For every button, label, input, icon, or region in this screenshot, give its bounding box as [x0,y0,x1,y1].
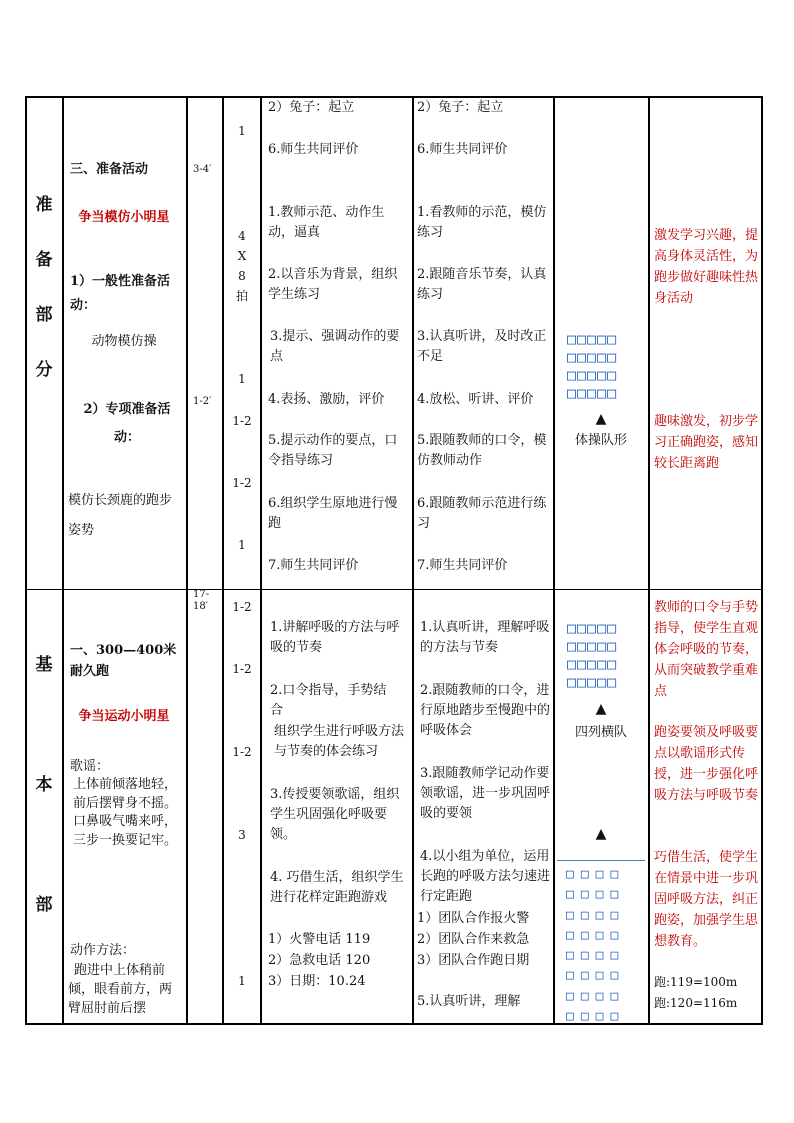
prep-student-item: 7.师生共同评价 [417,558,508,573]
column-divider [260,96,262,1024]
basic-formation-grid: □□□□□ □□□□□ □□□□□ □□□□□ [567,619,618,691]
prep-special-heading: 2）专项准备活动： [83,402,171,445]
basic-student-item: 2）团队合作来救急 [417,932,530,947]
basic-student-item: 1.认真听讲，理解呼吸的方法与节奏 [420,620,550,655]
prep-formation-marker: ▲ [595,411,607,427]
prep-teacher-item: 2.以音乐为背景，组织学生练习 [268,267,398,302]
basic-count-4: 3 [238,828,246,842]
prep-teacher-item: 3.提示、强调动作的要点 [270,329,400,364]
basic-student-item: 2.跟随教师的口令，进行原地踏步至慢跑中的呼吸体会 [420,683,551,738]
prep-teacher-item: 7.师生共同评价 [268,558,359,573]
basic-count-1: 1-2 [232,600,252,614]
column-divider [412,96,414,1024]
prep-intent-1: 激发学习兴趣，提高身体灵活性，为跑步做好趣味性热身活动 [654,228,759,306]
prep-intent-2: 趣味激发，初步学习正确跑姿，感知较长距离跑 [654,414,759,471]
prep-teacher-item: 5.提示动作的要点，口令指导练习 [268,433,398,468]
basic-title: 一、300—400米耐久跑 [70,643,177,679]
prep-teacher-item: 1.教师示范、动作生动，逼真 [268,205,385,240]
prep-student-item: 2.跟随音乐节奏，认真练习 [417,267,547,302]
prep-count-4: 1-2 [232,414,252,428]
basic-formation-grid-2: □□□□ □□□□ □□□□ □□□□ □□□□ □□□□ □□□□ □□□□ [566,867,626,1025]
basic-teacher-item: 2）急救电话 120 [268,953,371,968]
prep-student-item: 4.放松、听讲、评价 [417,392,534,407]
basic-student-item: 4.以小组为单位，运用长跑的呼吸方法匀速进行定距跑 [420,849,551,904]
basic-teacher-item: 组织学生进行呼吸方法与节奏的体会练习 [274,724,405,759]
prep-student-item: 2）兔子：起立 [417,100,504,115]
basic-student-item: 3.跟随教师学记动作要领歌谣，进一步巩固呼吸的要领 [420,766,551,821]
prep-count-6: 1 [238,538,246,552]
basic-formation-marker-2: ▲ [595,826,607,842]
basic-student-item: 5.认真听讲，理解 [417,994,521,1009]
prep-time-2: 1-2′ [193,396,212,407]
prep-student-item: 1.看教师的示范，模仿练习 [417,205,547,240]
column-divider [648,96,650,1024]
basic-intent-distance-2: 跑:120=116m [654,996,738,1010]
prep-teacher-item: 4.表扬、激励，评价 [268,392,385,407]
basic-student-item: 3）团队合作跑日期 [417,953,530,968]
basic-count-2: 1-2 [232,662,252,676]
table-right-border [761,96,763,1024]
basic-intent-3: 巧借生活，使学生在情景中进一步巩固呼吸方法，纠正跑姿，加强学生思想教育。 [654,850,759,949]
basic-teacher-item: 2.口令指导，手势结合 [270,683,387,718]
basic-teacher-item: 1）火警电话 119 [268,932,371,947]
basic-formation-marker: ▲ [595,701,607,717]
prep-title: 三、准备活动 [70,162,149,177]
basic-song: 上体前倾落地轻，前后摆臂身不摇。 口鼻吸气嘴来呼， 三步一换要记牢。 [72,777,177,848]
prep-general-item: 动物模仿操 [91,334,157,349]
prep-count-1: 1 [238,124,246,138]
basic-teacher-item: 1.讲解呼吸的方法与呼吸的节奏 [270,620,400,655]
prep-count-2: 4 X 8 拍 [235,229,248,303]
table-left-border [25,96,27,1024]
table-bottom-border [25,1023,763,1025]
column-divider [186,96,188,1024]
basic-intent-distance-1: 跑:119=100m [654,975,738,989]
prep-special-item: 模仿长颈鹿的跑步姿势 [68,493,173,538]
section-divider [25,589,763,590]
prep-formation-grid: □□□□□ □□□□□ □□□□□ □□□□□ [567,330,618,402]
prep-count-3: 1 [238,372,246,386]
prep-teacher-item: 6.组织学生原地进行慢跑 [268,496,398,531]
basic-count-3: 1-2 [232,745,252,759]
prep-count-5: 1-2 [232,476,252,490]
prep-student-item: 3.认真听讲，及时改正不足 [417,329,547,364]
basic-slogan: 争当运动小明星 [78,709,170,724]
basic-time: 17-18′ [193,589,210,612]
prep-general-heading: 1）一般性准备活动： [70,274,171,313]
prep-student-item: 5.跟随教师的口令，模仿教师动作 [417,433,547,468]
prep-student-item: 6.跟随教师示范进行练习 [417,496,547,531]
basic-method: 跑进中上体稍前倾，眼看前方，两臂屈肘前后摆 [68,963,173,1016]
basic-intent-2: 跑姿要领及呼吸要点以歌谣形式传授，进一步强化呼吸方法与呼吸节奏 [654,725,759,803]
basic-formation-label: 四列横队 [574,725,627,740]
basic-teacher-item: 3）日期：10.24 [268,974,366,989]
basic-student-item: 1）团队合作报火警 [417,911,530,926]
basic-intent-1: 教师的口令与手势指导，使学生直观体会呼吸的节奏，从而突破教学重难点 [654,600,759,699]
basic-count-5: 1 [238,974,246,988]
prep-student-item: 6.师生共同评价 [417,142,508,157]
basic-method-label: 动作方法： [70,943,136,958]
section-label-basic: 基 本 部 [35,655,53,915]
prep-formation-label: 体操队形 [574,433,627,448]
basic-song-label: 歌谣： [70,759,110,774]
basic-teacher-item: 3.传授要领歌谣，组织学生巩固强化呼吸要领。 [270,787,400,842]
prep-teacher-item: 2）兔子：起立 [268,100,355,115]
column-divider [62,96,64,1024]
prep-slogan: 争当模仿小明星 [78,210,170,225]
formation-divider [557,860,645,861]
prep-time-1: 3-4′ [193,164,212,175]
column-divider [553,96,555,1024]
basic-teacher-item: 4. 巧借生活，组织学生进行花样定距跑游戏 [270,870,404,905]
section-label-prep: 准 备 部 分 [35,195,53,380]
prep-teacher-item: 6.师生共同评价 [268,142,359,157]
